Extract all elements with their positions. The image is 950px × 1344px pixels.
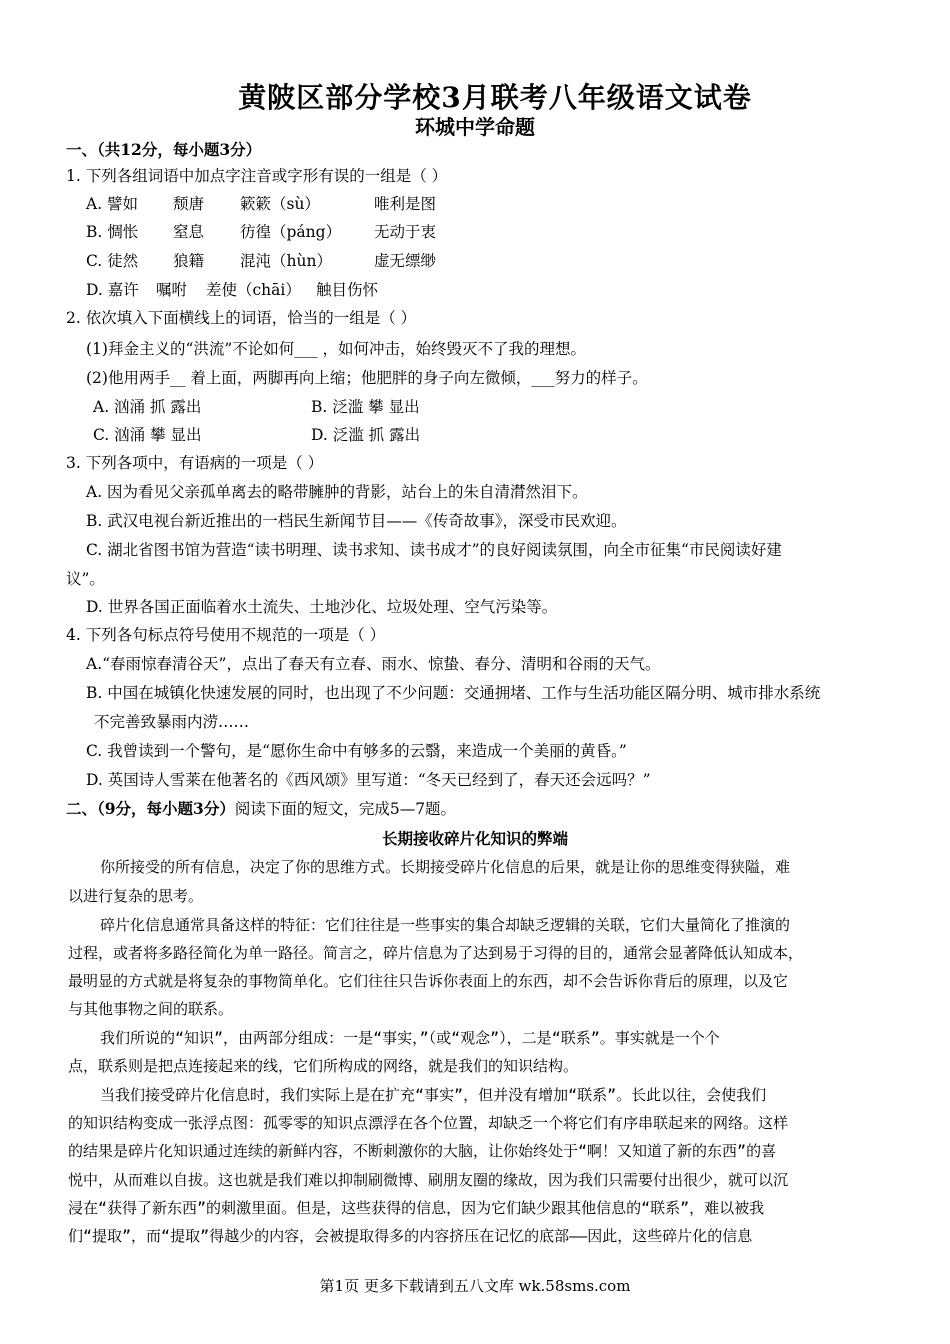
q1-d-3: 差使（chāi）: [206, 281, 301, 299]
q1-stem: 1. 下列各组词语中加点字注音或字形有误的一组是（ ）: [66, 167, 448, 185]
q1-a-3: 簌簌（sù）: [240, 195, 320, 213]
article-line: 与其他事物之间的联系。: [68, 1000, 234, 1018]
article-line: 们“提取”，而“提取”得越少的内容，会被提取得多的内容挤压在记忆的底部——因此，这些碎片化的信息: [68, 1227, 753, 1245]
q1-d-4: 触目伤怀: [316, 281, 379, 299]
q1-option-a: [86, 194, 436, 214]
section2-heading-line: [66, 799, 456, 819]
article-line: 悦中，从而难以自拔。这也就是我们难以抑制刷微博、刷朋友圈的缘故，因为我们只需要付出很少，就可以沉: [68, 1171, 789, 1189]
article-line: 以进行复杂的思考。: [68, 887, 204, 905]
article-line: 浸在“获得了新东西”的刺激里面。但是，这些获得的信息，因为它们缺少跟其他信息的“联系”，难以被我: [68, 1199, 765, 1217]
q1-b-4: 无动于衷: [374, 223, 437, 241]
q1-b-3: 彷徨（páng）: [240, 223, 342, 241]
article-line: 的结果是碎片化知识通过连续的新鲜内容，不断刺激你的大脑，让你始终处于“啊！又知道了新的东西”的喜: [68, 1142, 777, 1160]
q4-option-d: D. 英国诗人雪莱在他著名的《西风颂》里写道：“冬天已经到了，春天还会远吗？”: [86, 771, 651, 789]
q4-stem: 4. 下列各句标点符号使用不规范的一项是（ ）: [66, 626, 386, 644]
q2-stem: 2. 依次填入下面横线上的词语，恰当的一组是（ ）: [66, 309, 417, 327]
q3-option-a: A. 因为看见父亲孤单离去的略带臃肿的背影，站台上的朱自清潸然泪下。: [86, 483, 588, 501]
q1-a-2: 颓唐: [173, 195, 205, 213]
section2-heading: 二、（9分，每小题3分）: [66, 799, 235, 818]
article-line: 点，联系则是把点连接起来的线，它们所构成的网络，就是我们的知识结构。: [68, 1057, 579, 1075]
q1-option-b: [86, 222, 436, 242]
section2-instruction: 阅读下面的短文，完成5—7题。: [234, 800, 457, 818]
q1-b-1: B. 惆怅: [86, 223, 139, 241]
q4-option-a: A.“春雨惊春清谷天”，点出了春天有立春、雨水、惊蛰、春分、清明和谷雨的天气。: [86, 655, 661, 673]
q2-option-d: D. 泛滥 抓 露出: [311, 426, 421, 444]
q3-option-d: D. 世界各国正面临着水土流失、土地沙化、垃圾处理、空气污染等。: [86, 598, 558, 616]
exam-title: 黄陂区部分学校3月联考八年级语文试卷: [238, 81, 752, 114]
q2-sentence-2: (2)他用两手__ 着上面，两脚再向上缩；他肥胖的身子向左微倾，___努力的样子。: [86, 369, 648, 387]
article-line: 当我们接受碎片化信息时，我们实际上是在扩充“事实”，但并没有增加“联系”。长此以往，会使我们: [100, 1086, 767, 1104]
q4-option-b-line1: B. 中国在城镇化快速发展的同时，也出现了不少问题：交通拥堵、工作与生活功能区隔分明、城市排水系统: [86, 684, 821, 702]
q1-d-1: D. 嘉许: [86, 281, 139, 299]
q3-option-c-line2: 议”。: [66, 570, 105, 588]
q1-c-4: 虚无缥缈: [374, 252, 437, 270]
article-line: 的知识结构变成一张浮点图：孤零零的知识点漂浮在各个位置，却缺乏一个将它们有序串联起来的网络。这样: [68, 1114, 789, 1132]
q4-option-b-line2: 不完善致暴雨内涝……: [94, 713, 250, 731]
q3-option-b: B. 武汉电视台新近推出的一档民生新闻节目——《传奇故事》，深受市民欢迎。: [86, 512, 627, 530]
q1-a-1: A. 譬如: [86, 195, 139, 213]
article-line: 我们所说的“知识”，由两部分组成：一是“事实，”（或“观念”），二是“联系”。事实就是一个个: [100, 1029, 720, 1047]
q2-option-b: B. 泛滥 攀 显出: [311, 398, 420, 416]
q1-a-4: 唯利是图: [374, 195, 437, 213]
q2-option-c: C. 汹涌 攀 显出: [93, 426, 202, 444]
article-line: 你所接受的所有信息，决定了你的思维方式。长期接受碎片化信息的后果，就是让你的思维变得狭隘，难: [100, 858, 791, 876]
q2-sentence-1: (1)拜金主义的“洪流”不论如何___ ，如何冲击，始终毁灭不了我的理想。: [86, 340, 586, 358]
q1-c-2: 狼籍: [173, 252, 205, 270]
q3-option-c-line1: C. 湖北省图书馆为营造“读书明理、读书求知、读书成才”的良好阅读氛围，向全市征集“市民阅读好建: [86, 541, 782, 559]
q1-d-2: 嘱咐: [156, 281, 188, 299]
section1-heading: 一、（共12分，每小题3分）: [66, 140, 262, 159]
q3-stem: 3. 下列各项中，有语病的一项是（ ）: [66, 454, 324, 472]
q4-option-c: C. 我曾读到一个警句，是“愿你生命中有够多的云翳，来造成一个美丽的黄昏。”: [86, 742, 627, 760]
q1-b-2: 窒息: [173, 223, 205, 241]
article-line: 碎片化信息通常具备这样的特征：它们往往是一些事实的集合却缺乏逻辑的关联，它们大量简化了推演的: [100, 916, 791, 934]
exam-subtitle: 环城中学命题: [415, 115, 535, 139]
q2-option-a: A. 汹涌 抓 露出: [93, 398, 202, 416]
article-line: 最明显的方式就是将复杂的事物简单化。它们往往只告诉你表面上的东西，却不会告诉你背后的原理，以及它: [68, 972, 789, 990]
article-line: 过程，或者将多路径简化为单一路径。简言之，碎片信息为了达到易于习得的目的，通常会显著降低认知成本，: [68, 944, 804, 962]
q1-c-1: C. 徒然: [86, 252, 139, 270]
page-footer: 第1页 更多下载请到五八文库 wk.58sms.com: [319, 1277, 631, 1295]
q1-c-3: 混沌（hùn）: [240, 252, 332, 270]
q1-option-d: [86, 280, 378, 300]
article-title: 长期接收碎片化知识的弊端: [381, 829, 568, 848]
q1-option-c: [86, 251, 436, 271]
